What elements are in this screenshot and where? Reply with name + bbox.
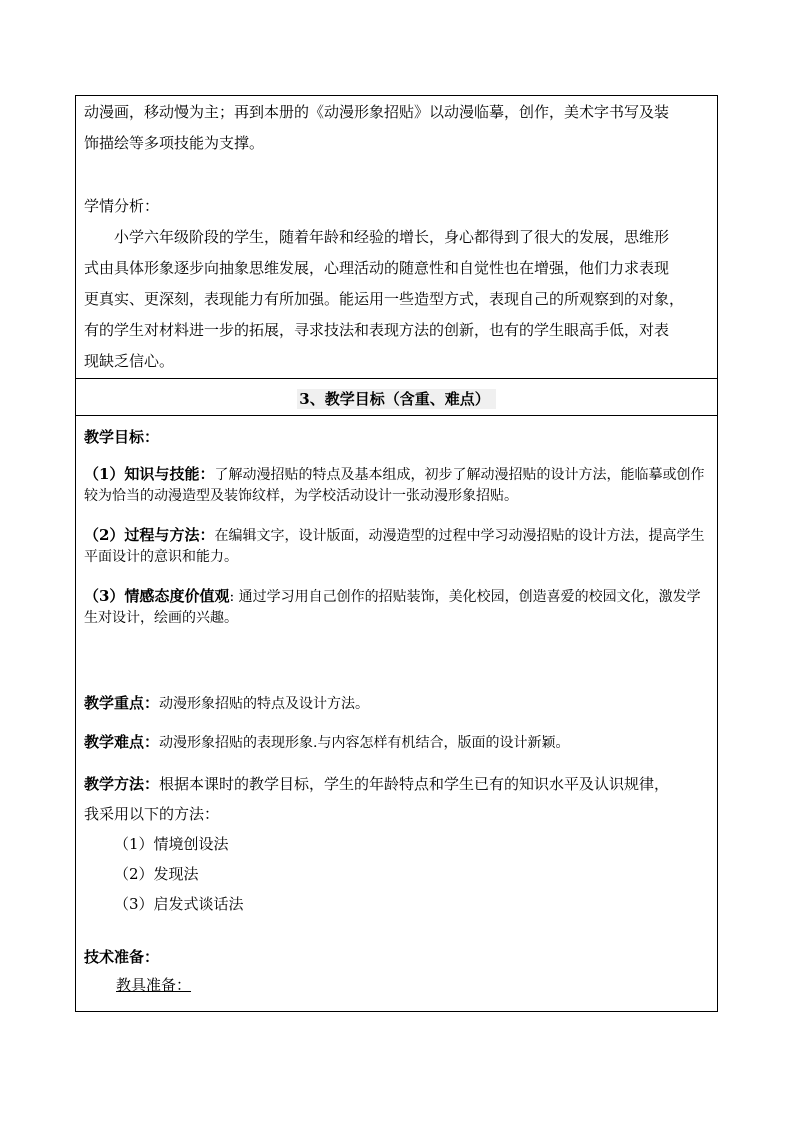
analysis-line: 更真实、更深刻，表现能力有所加强。能运用一些造型方式，表现自己的所观察到的对象， [84, 290, 685, 308]
goals-cell [76, 426, 717, 1011]
difficulty-text: 动漫形象招贴的表现形象.与内容怎样有机结合，版面的设计新颖。 [159, 735, 570, 751]
intro-line-2: 饰描绘等多项技能为支撑。 [84, 134, 265, 152]
key-point-text: 动漫形象招贴的特点及设计方法。 [159, 696, 370, 712]
goal-label: （3）情感态度价值观 [84, 587, 230, 605]
goal-item [84, 464, 709, 507]
blank-line [84, 159, 709, 191]
goal-text: 了解动漫招贴的特点及基本组成，初步了解动漫招贴的设计方法，能临摹或创作 [214, 467, 705, 483]
method-list-item: （1）情境创设法 [114, 835, 229, 853]
section-title-text: 3、教学目标（含重、难点） [297, 389, 495, 409]
key-point [84, 693, 709, 714]
difficulty [84, 732, 709, 753]
analysis-line: 现缺乏信心。 [84, 352, 175, 370]
key-point-label: 教学重点： [84, 694, 160, 712]
tech-block [84, 943, 709, 999]
goal-text: 在编辑文字，设计版面，动漫造型的过程中学习动漫招贴的设计方法，提高学生 [214, 528, 705, 544]
method-block [84, 769, 709, 919]
analysis-line: 小学六年级阶段的学生，随着年龄和经验的增长，身心都得到了很大的发展，思维形 [114, 228, 670, 246]
analysis-line: 式由具体形象逐步向抽象思维发展，心理活动的随意性和自觉性也在增强，他们力求表现 [84, 259, 670, 277]
analysis-line: 有的学生对材料进一步的拓展，寻求技法和表现方法的创新，也有的学生眼高手低，对表 [84, 321, 670, 339]
method-list-item: （3）启发式谈话法 [114, 895, 244, 913]
method-text-cont: 我采用以下的方法： [84, 805, 220, 823]
lesson-plan-table [75, 95, 718, 1012]
tools-label: 教具准备： [116, 976, 192, 994]
section-title [76, 388, 717, 409]
method-label: 教学方法： [84, 775, 160, 793]
goal-text-cont: 较为恰当的动漫造型及装饰纹样，为学校活动设计一张动漫形象招贴。 [84, 488, 518, 504]
method-list-item: （2）发现法 [114, 865, 199, 883]
goal-label: （1）知识与技能： [84, 465, 215, 483]
goal-item [84, 586, 709, 629]
goal-text-cont: 生对设计，绘画的兴趣。 [84, 610, 238, 626]
goal-text-cont: 平面设计的意识和能力。 [84, 549, 238, 565]
analysis-label: 学情分析： [84, 197, 160, 215]
method-text: 根据本课时的教学目标，学生的年龄特点和学生已有的知识水平及认识规律， [159, 775, 670, 793]
goals-heading: 教学目标： [84, 428, 160, 446]
goal-label: （2）过程与方法： [84, 526, 215, 544]
intro-cell [76, 96, 717, 379]
tech-label: 技术准备： [84, 948, 160, 966]
goal-text: : 通过学习用自己创作的招贴装饰，美化校园，创造喜爱的校园文化，激发学 [229, 589, 701, 605]
goal-item [84, 525, 709, 568]
section-title-cell [76, 379, 717, 416]
difficulty-label: 教学难点： [84, 733, 160, 751]
intro-line-1: 动漫画，移动慢为主；再到本册的《动漫形象招贴》以动漫临摹，创作，美术字书写及装 [84, 103, 670, 121]
